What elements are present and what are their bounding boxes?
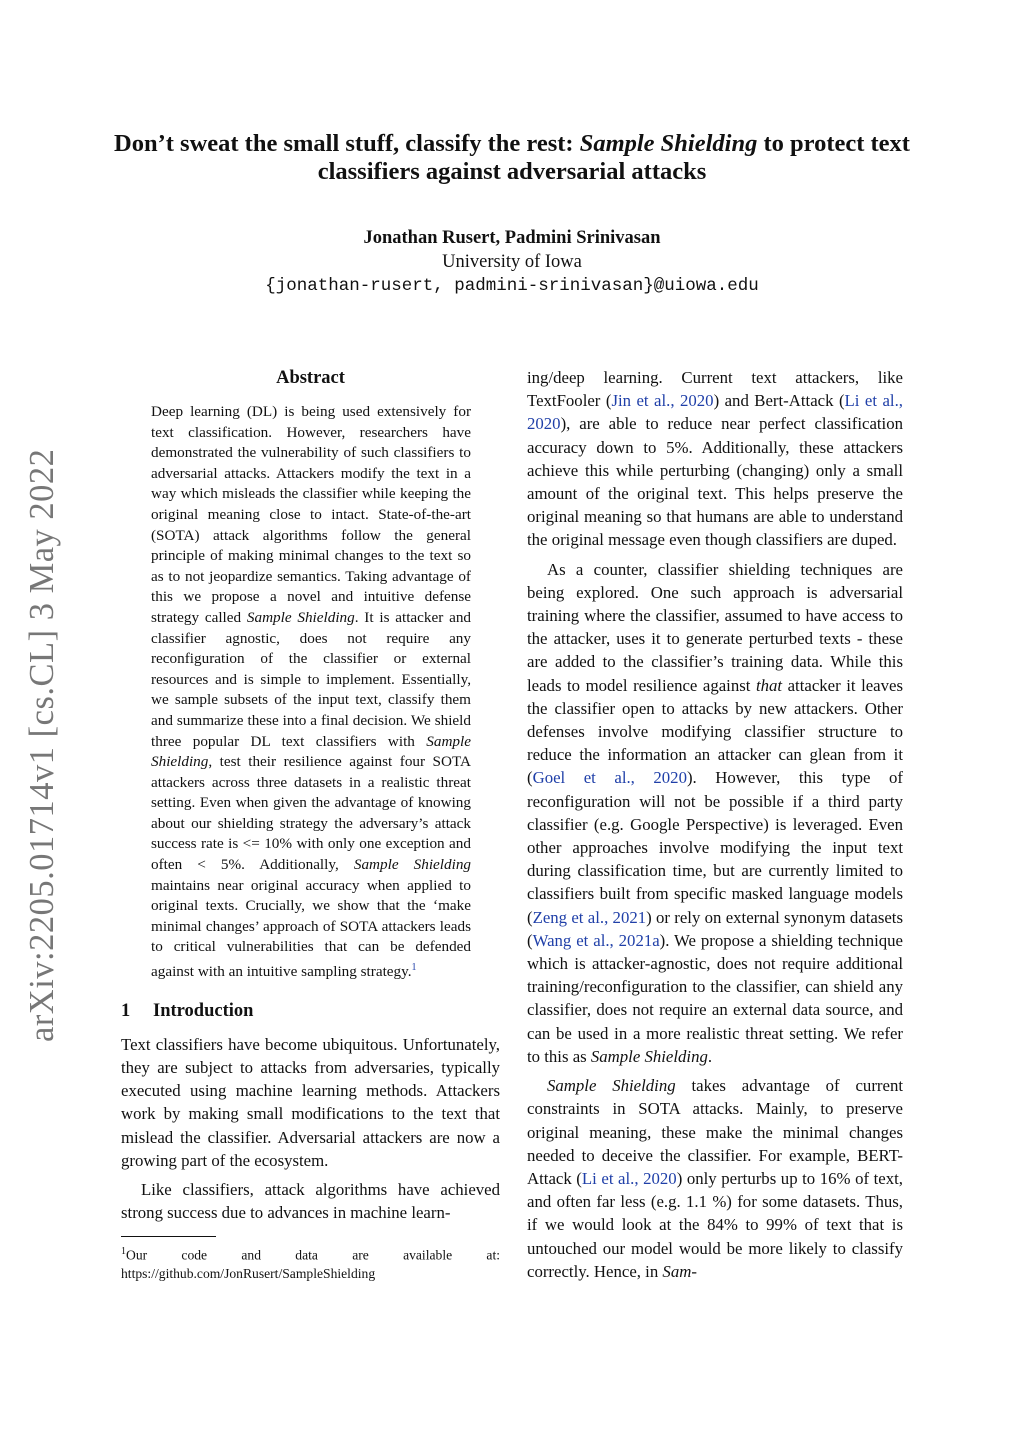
text-run: attacker it leaves the classifier open to attacks by new attackers. Other defenses involve modifying classifier structure to reduce the information an attacker can glean from it ( [527, 675, 904, 788]
citation-link[interactable]: Jin et al., 2020 [611, 391, 714, 411]
text-run: ) and Bert-Attack ( [713, 391, 845, 411]
title-part2: to protect text classifiers against adversarial attacks [317, 130, 910, 185]
abstract-t4: maintains near original accuracy when applied to original texts. Crucially, we show that the ‘make minimal changes’ approach of SOTA attackers leads to critical vulnerabilities that can be defended against with an intuitive sampling strategy. [151, 876, 471, 981]
section-number: 1 [121, 1000, 131, 1021]
affiliation: University of Iowa [442, 252, 582, 272]
footnote-divider [121, 1236, 216, 1237]
author-block [110, 226, 914, 298]
text-run: ). However, this type of reconfiguration will not be possible if a third party classifier (e.g. Google Perspective) is leveraged. Even other approaches involve modifying the input text during classification time, but are currently limited to classifiers built from specific masked language models ( [527, 768, 903, 927]
citation-link[interactable]: Li et al., 2020 [527, 391, 903, 434]
right-paragraph-1 [527, 366, 903, 552]
title-part1: Don’t sweat the small stuff, classify the rest: [114, 130, 580, 157]
text-run: ) only perturbs up to 16% of text, and often far less (e.g. 1.1 %) for some datasets. Thus, if we would look at the 84% to 99% of text that is untouched our model would be more likely to classify correctly. Hence, in [527, 1168, 903, 1281]
footnote-number: 1 [121, 1246, 126, 1258]
text-run: . [707, 1046, 713, 1066]
section-title: Introduction [153, 1000, 254, 1021]
abstract-heading: Abstract [276, 368, 345, 388]
italic-run: Sample Shielding [590, 1046, 708, 1066]
citation-link[interactable]: Zeng et al., 2021 [532, 907, 647, 927]
right-paragraph-3 [527, 1074, 903, 1283]
author-email: {jonathan-rusert, padmini-srinivasan}@uiowa.edu [265, 276, 759, 296]
italic-run: Sam- [662, 1261, 697, 1281]
text-run: ), are able to reduce near perfect classification accuracy down to 5%. Additionally, these attackers achieve this while perturbing (changing) only a small amount of the original text. This helps preserve the original meaning so that humans are able to understand the original message even though classifiers are duped. [527, 414, 903, 550]
italic-run: that [755, 675, 783, 695]
footnote [121, 1243, 500, 1283]
abstract-text [151, 402, 471, 983]
abstract-t2: . It is attacker and classifier agnostic, does not require any reconfiguration of the classifier or external resources and is simple to implement. Essentially, we sample subsets of the input text, classify them and summarize these into a final decision. We shield three popular DL text classifiers with [151, 608, 472, 750]
citation-link[interactable]: Li et al., 2020 [581, 1168, 677, 1188]
author-names: Jonathan Rusert, Padmini Srinivasan [363, 228, 661, 248]
arxiv-stamp: arXiv:2205.01714v1 [cs.CL] 3 May 2022 [23, 448, 61, 1042]
right-paragraph-2 [527, 558, 903, 1068]
section-heading-introduction [121, 999, 500, 1023]
abstract-t3: , test their resilience against four SOTA attackers across three datasets in a realistic threat setting. Even when given the advantage of knowing about our shielding strategy the adversary’s attack success rate is <= 10% with only one exception and often < 5%. Additionally, [151, 753, 471, 874]
left-column [121, 366, 500, 1283]
intro-paragraph-1: Text classifiers have become ubiquitous. Unfortunately, they are subject to attacks from adversaries, typically executed using machine learning methods. Attackers work by making small modifications to the text that mislead the classifier. Adversarial attackers are now a growing part of the ecosystem. [121, 1034, 500, 1170]
text-run: ing/deep learning. Current text attackers, like TextFooler ( [527, 368, 903, 411]
paper-title [110, 130, 914, 186]
title-italic: Sample Shielding [579, 130, 758, 157]
text-run: ). We propose a shielding technique which is attacker-agnostic, does not require additional training/reconfiguration to the classifier, can shield any classifier, does not require an external data source, and can be used in a more realistic threat setting. We refer to this as [527, 930, 903, 1066]
citation-link[interactable]: Wang et al., 2021a [532, 930, 660, 950]
citation-link[interactable]: Goel et al., 2020 [532, 768, 687, 788]
abstract-i3: Sample Shielding [353, 856, 472, 874]
text-run: As a counter, classifier shielding techniques are being explored. One such approach is adversarial training where the classifier, assumed to have access to the attacker, uses it to generate perturbed texts - these are added to the classifier’s training data. While this leads to model resilience against [527, 559, 903, 695]
text-run: takes advantage of current constraints in SOTA attacks. Mainly, to preserve original meaning, these make the minimal changes needed to deceive the classifier. For example, BERT-Attack ( [527, 1076, 903, 1188]
abstract-i2: Sample Shielding [151, 732, 471, 771]
text-run: ) or rely on external synonym datasets ( [527, 907, 903, 950]
right-column [527, 366, 903, 1283]
italic-run: Sample Shielding [547, 1076, 676, 1096]
footnote-marker-link[interactable]: 1 [411, 962, 417, 974]
abstract-t1: Deep learning (DL) is being used extensively for text classification. However, researchers have demonstrated the vulnerability of such classifiers to adversarial attacks. Attackers modify the text in a way which misleads the classifier while keeping the original meaning close to intact. State-of-the-art (SOTA) attack algorithms follow the general principle of making minimal changes to the text so as to not jeopardize semantics. Taking advantage of this we propose a novel and intuitive defense strategy called [151, 403, 471, 626]
intro-paragraph-2: Like classifiers, attack algorithms have achieved strong success due to advances in machine learn- [121, 1179, 500, 1223]
footnote-text: Our code and data are available at: https://github.com/JonRusert/SampleShielding [121, 1247, 500, 1281]
abstract-i1: Sample Shielding [246, 608, 355, 626]
